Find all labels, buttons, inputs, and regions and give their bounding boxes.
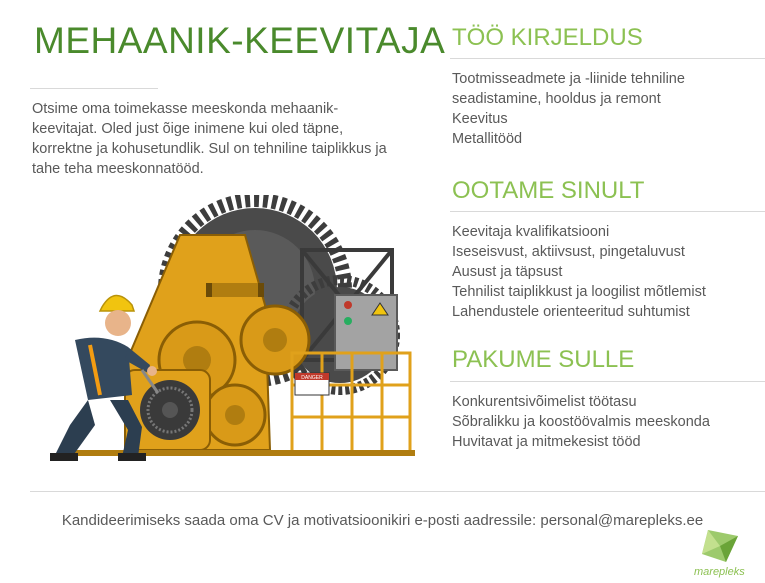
section-heading-offer: PAKUME SULLE xyxy=(452,346,635,373)
section-divider xyxy=(450,381,765,382)
offer-list xyxy=(452,392,752,452)
requirements-list xyxy=(452,222,752,322)
list-item: Sõbralikku ja koostöövalmis meeskonda xyxy=(452,414,710,430)
section-heading-job-description: TÖÖ KIRJELDUS xyxy=(452,24,643,51)
section-divider xyxy=(450,211,765,212)
list-item: Tehnilist taiplikkust ja loogilist mõtlemist xyxy=(452,284,706,300)
control-box xyxy=(335,295,397,370)
section-heading-requirements: OOTAME SINULT xyxy=(452,177,645,204)
marepleks-logo-icon xyxy=(690,528,742,568)
mechanic-machine-illustration xyxy=(30,195,420,465)
footer-text: Kandideerimiseks saada oma CV ja motivatsioonikiri e-posti aadressile: personal@marepleks.ee xyxy=(61,512,704,529)
list-item: Huvitavat ja mitmekesist tööd xyxy=(452,434,641,450)
list-item: Keevitus xyxy=(452,111,508,127)
section-divider xyxy=(450,58,765,59)
list-item: Lahendustele orienteeritud suhtumist xyxy=(452,304,690,320)
job-description-list xyxy=(452,69,752,149)
danger-sign-label: DANGER xyxy=(301,375,323,381)
list-item: Tootmisseadmete ja -liinide tehniline seadistamine, hooldus ja remont xyxy=(452,71,685,107)
footer-divider xyxy=(30,491,765,492)
title-divider xyxy=(30,88,158,89)
logo-text: marepleks xyxy=(694,566,745,578)
list-item: Konkurentsivõimelist töötasu xyxy=(452,394,637,410)
list-item: Iseseisvust, aktiivsust, pingetaluvust xyxy=(452,244,685,260)
list-item: Keevitaja kvalifikatsiooni xyxy=(452,224,610,240)
page-title: MEHAANIK-KEEVITAJA xyxy=(34,20,446,61)
list-item: Ausust ja täpsust xyxy=(452,264,563,280)
list-item: Metallitööd xyxy=(452,131,523,147)
danger-sign xyxy=(295,373,329,395)
intro-text: Otsime oma toimekasse meeskonda mehaanik-keevitajat. Oled just õige inimene kui oled täpne, korrektne ja kohusetundlik. Sul on tehniline taiplikkus ja tahe teha meeskonnatööd. xyxy=(32,101,387,177)
